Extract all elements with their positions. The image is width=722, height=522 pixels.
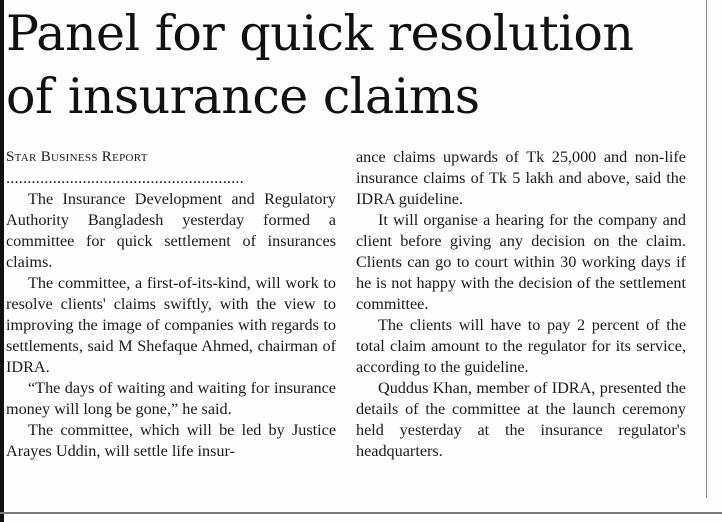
paragraph: The committee, a first-of-its-kind, will work to resolve clients' claims swiftly, with the view to improving the image of companies with regards to settlements, said M Shefaque Ahmed, chairman of IDRA.: [6, 274, 336, 376]
article-column-left: [6, 147, 336, 462]
headline-line-1: Panel for quick resolution: [6, 5, 634, 62]
headline: [6, 2, 706, 128]
byline-separator: ........................................................: [6, 169, 244, 187]
right-column-rule: [706, 0, 707, 498]
left-column-rule: [0, 0, 4, 522]
paragraph: It will organise a hearing for the company and client before giving any decision on the claim. Clients can go to court within 30 working days if he is not happy with the decision of the settlement committee.: [356, 211, 686, 313]
paragraph: The committee, which will be led by Justice Arayes Uddin, will settle life insur-: [6, 421, 336, 460]
paragraph: ance claims upwards of Tk 25,000 and non-life insurance claims of Tk 5 lakh and above, said the IDRA guideline.: [356, 148, 686, 208]
paragraph: “The days of waiting and waiting for insurance money will long be gone,” he said.: [6, 379, 336, 418]
byline: Star Business Report: [6, 149, 148, 165]
headline-line-2: of insurance claims: [6, 68, 480, 125]
paragraph: The clients will have to pay 2 percent of the total claim amount to the regulator for its service, according to the guideline.: [356, 316, 686, 376]
bottom-rule: [0, 512, 722, 514]
paragraph: The Insurance Development and Regulatory Authority Bangladesh yesterday formed a committee for quick settlement of insurances claims.: [6, 190, 336, 271]
paragraph: Quddus Khan, member of IDRA, presented the details of the committee at the launch ceremony held yesterday at the insurance regulator's headquarters.: [356, 379, 686, 460]
article-column-right: [356, 147, 686, 462]
